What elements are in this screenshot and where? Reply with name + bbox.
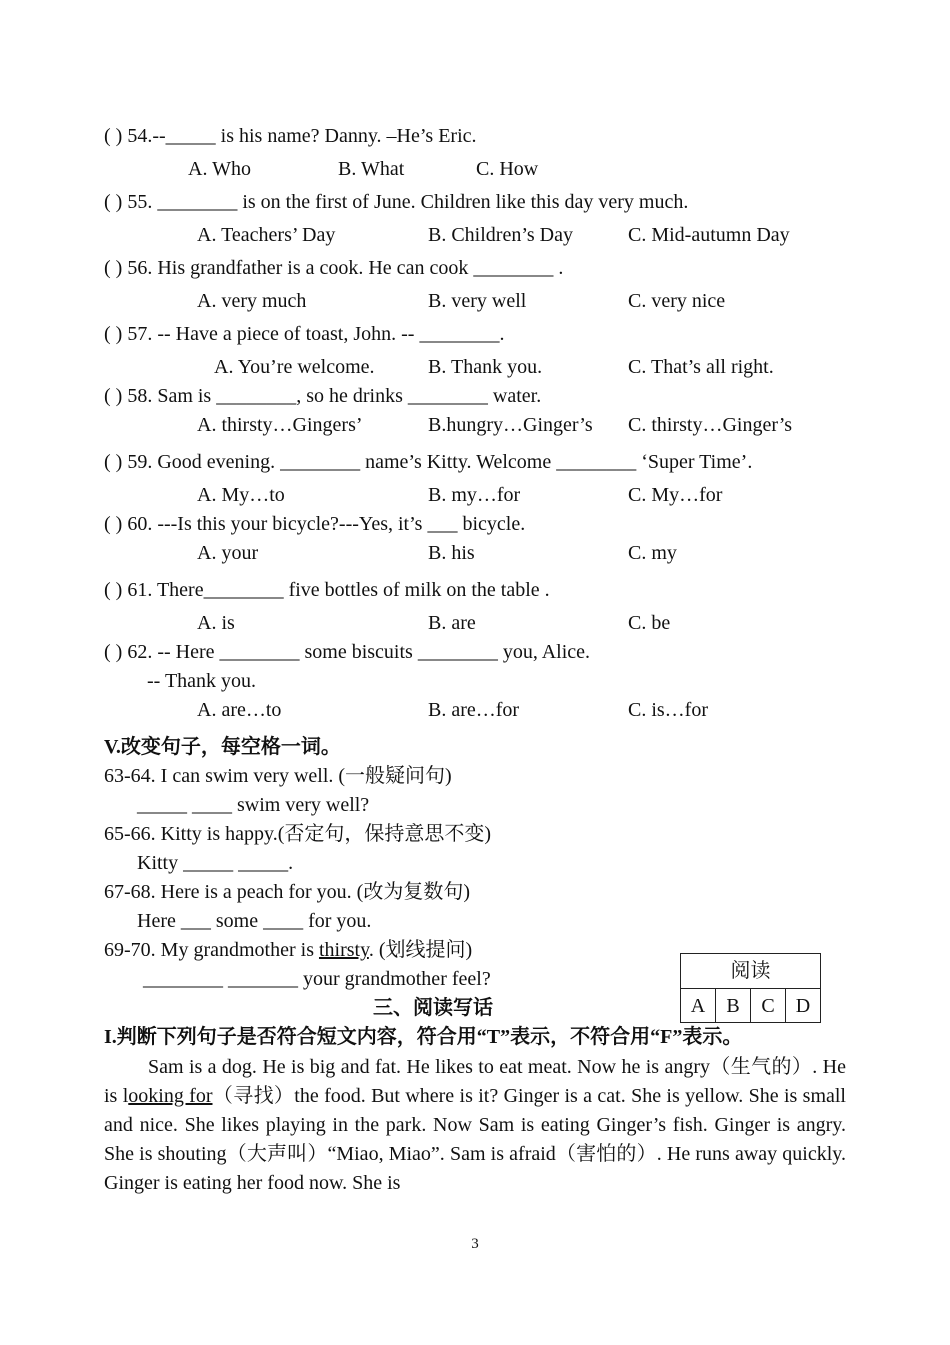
- score-col-d: D: [786, 989, 821, 1023]
- item-69-70-question: [104, 938, 472, 962]
- passage-underlined: ooking for: [128, 1085, 213, 1107]
- q61-option-a: A. is: [197, 612, 235, 634]
- question-54-stem: ( ) 54.--_____ is his name? Danny. –He’s Eric.: [104, 125, 477, 147]
- q56-option-a: A. very much: [197, 290, 307, 312]
- q61-option-b: B. are: [428, 612, 476, 634]
- part-3-title: 三、阅读写话: [373, 997, 493, 1019]
- q56-option-b: B. very well: [428, 290, 527, 312]
- q62-option-c: C. is…for: [628, 699, 708, 721]
- q54-option-a: A. Who: [188, 158, 251, 180]
- passage-part-1: Sam is a dog. He is big and fat. He likes to eat meat. Now he is angry（生气的）. He is l: [104, 1056, 846, 1107]
- question-58-stem: ( ) 58. Sam is ________, so he drinks ________ water.: [104, 385, 542, 407]
- q58-option-a: A. thirsty…Gingers’: [197, 414, 363, 436]
- question-61-stem: ( ) 61. There________ five bottles of milk on the table .: [104, 579, 550, 601]
- q60-option-c: C. my: [628, 542, 677, 564]
- score-col-c: C: [751, 989, 786, 1023]
- q57-option-b: B. Thank you.: [428, 356, 543, 378]
- q61-option-c: C. be: [628, 612, 671, 634]
- q55-option-a: A. Teachers’ Day: [197, 224, 336, 246]
- passage-part-2: （寻找）the food. But where is it? Ginger is a cat. She is yellow. She is small and nice. She likes playing in the park. Now Sam is eating Ginger’s fish. Ginger is angry. She is shouting（大声叫）“Miao, Miao”. Sam is afraid（害怕的）. He runs away quickly. Ginger is eating her food now. She is: [104, 1085, 846, 1194]
- q58-option-c: C. thirsty…Ginger’s: [628, 414, 793, 436]
- item-67-68-answer: Here ___ some ____ for you.: [137, 910, 372, 932]
- q62-option-a: A. are…to: [197, 699, 282, 721]
- item-69-70-answer: ________ _______ your grandmother feel?: [143, 968, 491, 990]
- question-59-stem: ( ) 59. Good evening. ________ name’s Kitty. Welcome ________ ‘Super Time’.: [104, 451, 753, 473]
- question-56-stem: ( ) 56. His grandfather is a cook. He can cook ________ .: [104, 257, 564, 279]
- section-5-title: V.改变句子，每空格一词。: [104, 736, 341, 758]
- question-57-stem: ( ) 57. -- Have a piece of toast, John. -- ________.: [104, 323, 505, 345]
- item-69-70-question-post: . (划线提问): [368, 939, 473, 961]
- q56-option-c: C. very nice: [628, 290, 726, 312]
- page-number: 3: [471, 1236, 479, 1252]
- reading-score-box: [680, 953, 821, 1023]
- q62-reply: -- Thank you.: [147, 670, 257, 692]
- q58-option-b: B.hungry…Ginger’s: [428, 414, 593, 436]
- item-69-70-question-pre: 69-70. My grandmother is: [104, 939, 319, 961]
- question-60-stem: ( ) 60. ---Is this your bicycle?---Yes, it’s ___ bicycle.: [104, 513, 526, 535]
- reading-instruction: I.判断下列句子是否符合短文内容，符合用“T”表示，不符合用“F”表示。: [104, 1026, 743, 1048]
- score-col-b: B: [716, 989, 751, 1023]
- item-63-64-answer: _____ ____ swim very well?: [137, 794, 370, 816]
- underlined-word: thirsty: [318, 939, 369, 961]
- q55-option-c: C. Mid-autumn Day: [628, 224, 790, 246]
- item-65-66-question: 65-66. Kitty is happy.(否定句，保持意思不变): [104, 823, 492, 845]
- q60-option-b: B. his: [428, 542, 475, 564]
- item-63-64-question: 63-64. I can swim very well. (一般疑问句): [104, 765, 452, 787]
- q59-option-a: A. My…to: [197, 484, 285, 506]
- reading-passage: [104, 1053, 846, 1198]
- q55-option-b: B. Children’s Day: [428, 224, 573, 246]
- q54-option-b: B. What: [338, 158, 405, 180]
- score-box-title: 阅读: [681, 954, 821, 989]
- q60-option-a: A. your: [197, 542, 259, 564]
- q57-option-a: A. You’re welcome.: [214, 356, 375, 378]
- item-67-68-question: 67-68. Here is a peach for you. (改为复数句): [104, 881, 471, 903]
- q54-option-c: C. How: [476, 158, 539, 180]
- item-65-66-answer: Kitty _____ _____.: [137, 852, 294, 874]
- q57-option-c: C. That’s all right.: [628, 356, 774, 378]
- question-62-stem: ( ) 62. -- Here ________ some biscuits ________ you, Alice.: [104, 641, 591, 663]
- question-55-stem: ( ) 55. ________ is on the first of June. Children like this day very much.: [104, 191, 689, 213]
- score-col-a: A: [681, 989, 716, 1023]
- q59-option-b: B. my…for: [428, 484, 521, 506]
- q59-option-c: C. My…for: [628, 484, 723, 506]
- q62-option-b: B. are…for: [428, 699, 520, 721]
